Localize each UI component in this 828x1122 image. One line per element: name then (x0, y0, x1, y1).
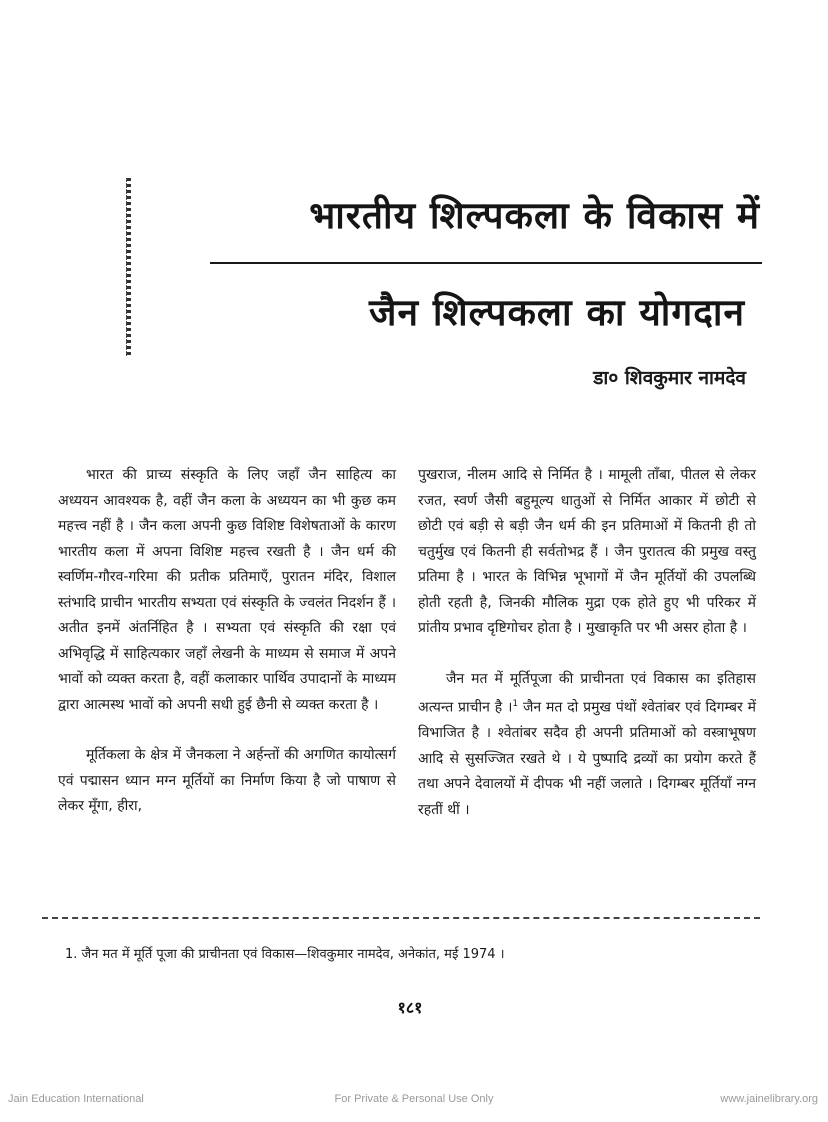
article-title-line-1: भारतीय शिल्पकला के विकास में (309, 194, 760, 237)
footnote-divider (42, 917, 760, 920)
paragraph-text: जैन मत में मूर्तिपूजा की प्राचीनता एवं विकास का इतिहास अत्यन्त प्राचीन है । (418, 670, 756, 716)
author-name: डा० शिवकुमार नामदेव (593, 367, 746, 389)
decorative-border (126, 178, 131, 356)
paragraph (418, 667, 756, 824)
paragraph: मूर्तिकला के क्षेत्र में जैनकला ने अर्हन्तों की अगणित कायोत्सर्ग एवं पद्मासन ध्यान मग्न मूर्तियों का निर्माण किया है जो पाषाण से लेकर मूँगा, हीरा, (58, 747, 396, 814)
title-divider (210, 262, 762, 264)
page-number: १८१ (397, 998, 423, 1017)
paragraph: पुखराज, नीलम आदि से निर्मित है । मामूली ताँबा, पीतल से लेकर रजत, स्वर्ण जैसी बहुमूल्य धातुओं से निर्मित आकार में छोटी से छोटी एवं बड़ी से बड़ी जैन धर्म की इन प्रतिमाओं में कितनी ही तो चतुर्मुख एवं कितनी ही सर्वतोभद्र हैं । जैन पुरातत्व की प्रमुख वस्तु प्रतिमा है । भारत के विभिन्न भूभागों में जैन मूर्तियों की उपलब्धि होती रहती है, जिनकी मौलिक मुद्रा एक होते हुए भी परिकर में प्रांतीय प्रभाव दृष्टिगोचर होता है । मुखाकृति पर भी असर होता है । (418, 467, 756, 636)
article-title-line-2: जैन शिल्पकला का योगदान (369, 291, 745, 334)
left-column (58, 463, 396, 845)
paragraph: भारत की प्राच्य संस्कृति के लिए जहाँ जैन साहित्य का अध्ययन आवश्यक है, वहीं जैन कला के अध्ययन का भी कुछ कम महत्त्व नहीं है । जैन कला अपनी कुछ विशिष्ट विशेषताओं के कारण भारतीय कला में अपना विशिष्ट महत्त्व रखती है । जैन धर्म की स्वर्णिम-गौरव-गरिमा की प्रतीक प्रतिमाएँ, पुरातन मंदिर, विशाल स्तंभादि प्राचीन भारतीय सभ्यता एवं संस्कृति के ज्वलंत निदर्शन हैं । अतीत इनमें अंतर्निहित है । सभ्यता एवं संस्कृति की रक्षा एवं अभिवृद्धि में साहित्यकार जहाँ लेखनी के माध्यम से समाज में अपने भावों को व्यक्त करता है, वहीं कलाकार पार्थिव उपादानों के माध्यम द्वारा आत्मस्थ भावों को अपनी सधी हुई छैनी से व्यक्त करता है । (58, 467, 396, 713)
footnote-reference[interactable]: 1 (512, 699, 519, 709)
publisher-label: Jain Education International (8, 1093, 144, 1105)
paragraph-text: जैन मत दो प्रमुख पंथों श्वेतांबर एवं दिगम्बर में विभाजित है । श्वेतांबर सदैव ही अपनी प्रतिमाओं को वस्त्राभूषण आदि से सुसज्जित रखते थे । ये पुष्पादि द्रव्यों का प्रयोग करते हैं तथा अपने देवालयों में दीपक भी नहीं जलाते । दिगम्बर मूर्तियाँ नग्न रहतीं थीं । (418, 699, 756, 818)
footnote: 1. जैन मत में मूर्ति पूजा की प्राचीनता एवं विकास—शिवकुमार नामदेव, अनेकांत, मई 1974 । (65, 947, 505, 962)
watermark-bar (0, 1088, 828, 1112)
usage-notice: For Private & Personal Use Only (334, 1093, 494, 1105)
right-column (418, 463, 756, 848)
website-link[interactable]: www.jainelibrary.org (720, 1093, 818, 1105)
